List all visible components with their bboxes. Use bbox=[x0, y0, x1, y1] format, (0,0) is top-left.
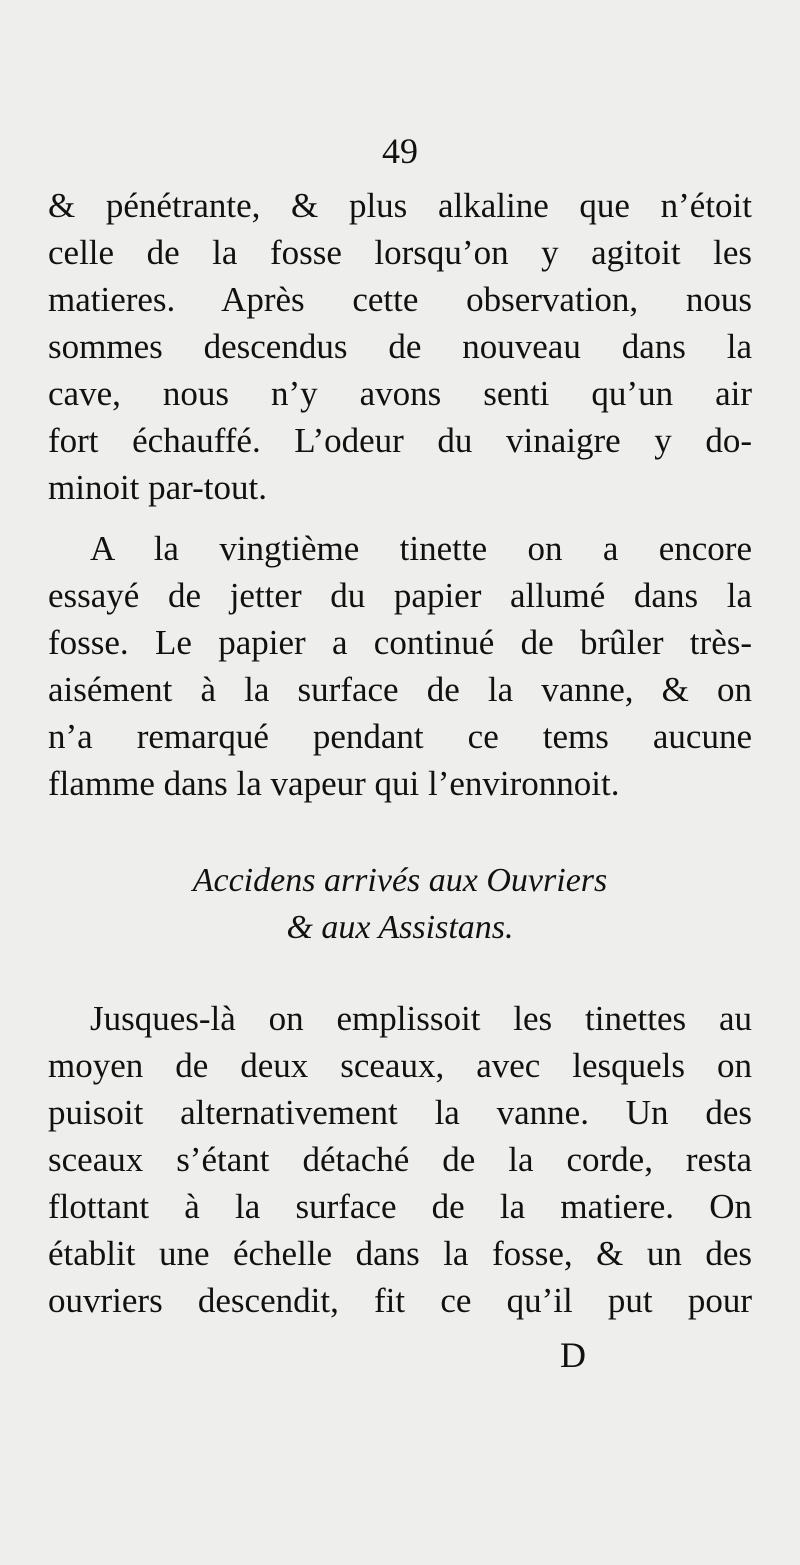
paragraph-3 bbox=[48, 995, 752, 1324]
text-line: établit une échelle dans la fosse, & un des bbox=[48, 1234, 752, 1273]
text-line: flamme dans la vapeur qui l’environnoit. bbox=[48, 764, 620, 803]
text-line: celle de la fosse lorsqu’on y agitoit les bbox=[48, 233, 752, 272]
text-line: ouvriers descendit, fit ce qu’il put pour bbox=[48, 1281, 752, 1320]
text-line: essayé de jetter du papier allumé dans la bbox=[48, 576, 752, 615]
text-line: & pénétrante, & plus alkaline que n’étoit bbox=[48, 186, 752, 225]
text-line: moyen de deux sceaux, avec lesquels on bbox=[48, 1046, 752, 1085]
page-number: 49 bbox=[382, 131, 418, 171]
text-line: puisoit alternativement la vanne. Un des bbox=[48, 1093, 752, 1132]
text-line: flottant à la surface de la matiere. On bbox=[48, 1187, 752, 1226]
text-line: Jusques-là on emplissoit les tinettes au bbox=[90, 999, 752, 1038]
text-line: sommes descendus de nouveau dans la bbox=[48, 327, 752, 366]
paragraph-1 bbox=[48, 182, 752, 511]
text-line: fosse. Le papier a continué de brûler très- bbox=[48, 623, 752, 662]
text-line: aisément à la surface de la vanne, & on bbox=[48, 670, 752, 709]
section-heading-line-1: Accidens arrivés aux Ouvriers bbox=[192, 862, 608, 899]
text-line: A la vingtième tinette on a encore bbox=[90, 529, 752, 568]
text-line: fort échauffé. L’odeur du vinaigre y do- bbox=[48, 421, 752, 460]
text-line: n’a remarqué pendant ce tems aucune bbox=[48, 717, 752, 756]
paragraph-2 bbox=[48, 525, 752, 807]
text-line: sceaux s’étant détaché de la corde, resta bbox=[48, 1140, 752, 1179]
section-heading-line-2: & aux Assistans. bbox=[286, 909, 514, 946]
text-line: matieres. Après cette observation, nous bbox=[48, 280, 752, 319]
signature-mark: D bbox=[560, 1335, 586, 1375]
text-line: minoit par-tout. bbox=[48, 468, 267, 507]
text-line: cave, nous n’y avons senti qu’un air bbox=[48, 374, 752, 413]
